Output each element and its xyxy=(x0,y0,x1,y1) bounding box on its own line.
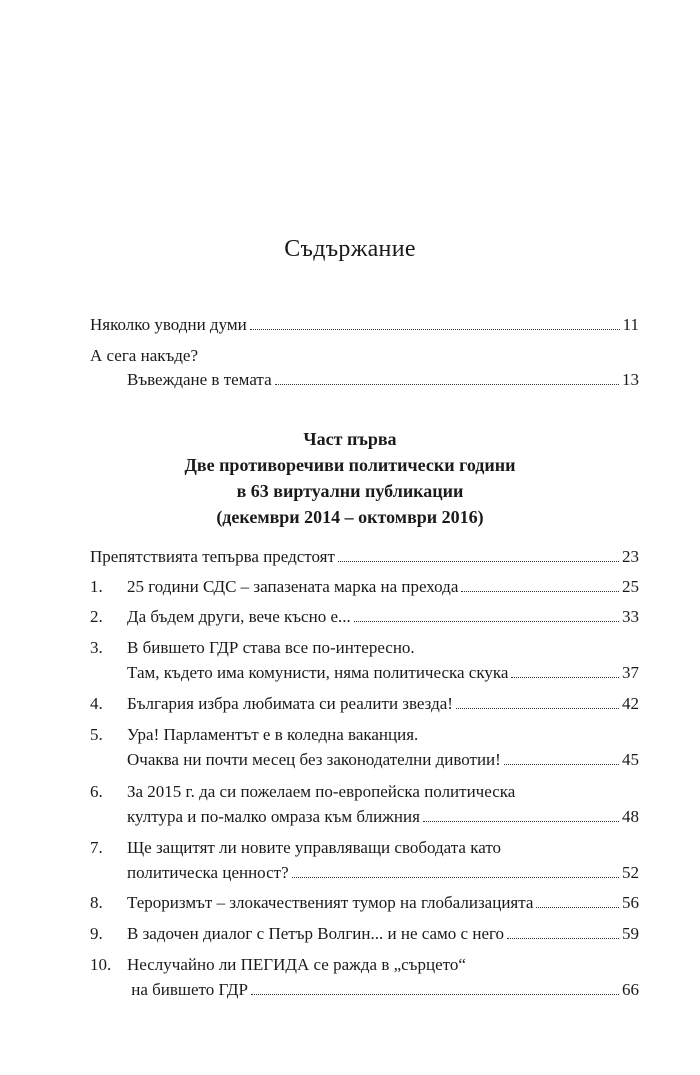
entry-label: политическа ценност? xyxy=(127,863,289,882)
toc-entry-4[interactable] xyxy=(127,693,639,715)
dot-leader xyxy=(250,328,620,330)
entry-label: България избра любимата си реалити звезда! xyxy=(127,694,453,713)
entry-number: 4. xyxy=(90,694,103,713)
dot-leader xyxy=(456,707,619,709)
entry-number: 7. xyxy=(90,838,103,857)
toc-entry-where-line1: А сега накъде? xyxy=(90,346,199,365)
page-number: 59 xyxy=(622,924,639,943)
entry-number: 10. xyxy=(90,955,112,974)
dot-leader xyxy=(251,993,619,995)
page-number: 25 xyxy=(622,577,639,596)
entry-label: Тероризмът – злокачественият тумор на глобализацията xyxy=(127,893,534,912)
entry-number: 9. xyxy=(90,924,103,943)
part-heading-line: в 63 виртуални публикации xyxy=(236,481,464,501)
entry-label: Очаква ни почти месец без законодателни дивотии! xyxy=(127,750,501,769)
page-number: 42 xyxy=(622,694,639,713)
entry-label: Там, където има комунисти, няма политическа скука xyxy=(127,663,509,682)
entry-label: Въвеждане в темата xyxy=(127,370,272,389)
part-heading xyxy=(0,426,700,530)
part-heading-line: (декември 2014 – октомври 2016) xyxy=(216,507,484,527)
entry-label: В задочен диалог с Петър Волгин... и не само с него xyxy=(127,924,505,943)
dot-leader xyxy=(292,876,619,878)
dot-leader xyxy=(423,820,619,822)
toc-entry-7[interactable] xyxy=(127,862,639,884)
page-number: 66 xyxy=(622,980,639,999)
entry-label-line1: За 2015 г. да си пожелаем по-европейска политическа xyxy=(127,782,516,801)
toc-entry-obstacles[interactable] xyxy=(90,546,639,568)
part-heading-line: Две противоречиви политически години xyxy=(184,455,516,475)
toc-entry-10[interactable] xyxy=(127,979,639,1001)
dot-leader xyxy=(338,560,619,562)
entry-label: Препятствията тепърва предстоят xyxy=(90,547,335,566)
entry-label: на бившето ГДР xyxy=(127,980,248,999)
entry-label-line1: Неслучайно ли ПЕГИДА се ражда в „сърцето“ xyxy=(127,955,466,974)
part-heading-line: Част първа xyxy=(303,429,397,449)
entry-label: Няколко уводни думи xyxy=(90,315,247,334)
page-number: 33 xyxy=(622,607,639,626)
toc-entry-6[interactable] xyxy=(127,806,639,828)
entry-number: 6. xyxy=(90,782,103,801)
toc-entry-3[interactable] xyxy=(127,662,639,684)
entry-number: 2. xyxy=(90,607,103,626)
toc-entry-1[interactable] xyxy=(127,576,639,598)
entry-label: култура и по-малко омраза към ближния xyxy=(127,807,420,826)
entry-number: 8. xyxy=(90,893,103,912)
dot-leader xyxy=(461,590,619,592)
dot-leader xyxy=(275,383,619,385)
page-number: 52 xyxy=(622,863,639,882)
entry-label-line1: Ще защитят ли новите управляващи свободата като xyxy=(127,838,502,857)
entry-label: Да бъдем други, вече късно е... xyxy=(127,607,351,626)
dot-leader xyxy=(536,906,619,908)
entry-label-line1: Ура! Парламентът е в коледна ваканция. xyxy=(127,725,419,744)
entry-number: 5. xyxy=(90,725,103,744)
entry-number: 3. xyxy=(90,638,103,657)
toc-entry-8[interactable] xyxy=(127,892,639,914)
dot-leader xyxy=(504,763,619,765)
toc-entry-where[interactable] xyxy=(127,369,639,391)
page-number: 11 xyxy=(622,315,639,334)
toc-entry-9[interactable] xyxy=(127,923,639,945)
page-number: 13 xyxy=(622,370,639,389)
dot-leader xyxy=(354,620,619,622)
toc-entry-5[interactable] xyxy=(127,749,639,771)
entry-label: 25 години СДС – запазената марка на прехода xyxy=(127,577,459,596)
toc-title: Съдържание xyxy=(284,236,416,262)
toc-entry-2[interactable] xyxy=(127,606,639,628)
page-number: 23 xyxy=(622,547,639,566)
dot-leader xyxy=(507,937,619,939)
page-number: 48 xyxy=(622,807,639,826)
dot-leader xyxy=(511,676,619,678)
entry-label-line1: В бившето ГДР става все по-интересно. xyxy=(127,638,415,657)
page-number: 45 xyxy=(622,750,639,769)
entry-number: 1. xyxy=(90,577,103,596)
page-number: 37 xyxy=(622,663,639,682)
toc-entry-intro[interactable] xyxy=(90,314,639,336)
page-number: 56 xyxy=(622,893,639,912)
